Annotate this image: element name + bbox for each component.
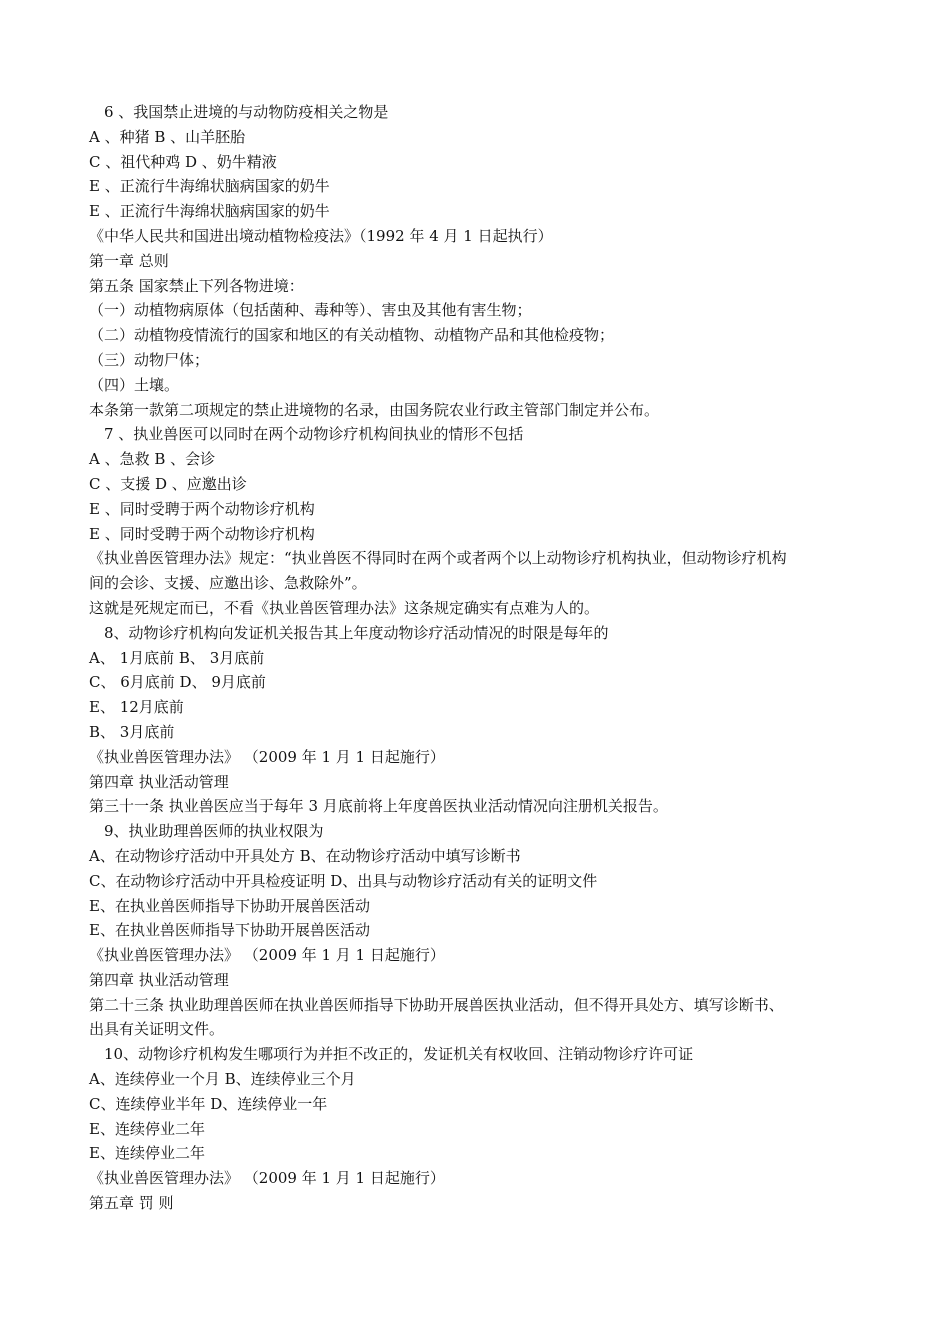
question-7-stem: 7 、执业兽医可以同时在两个动物诊疗机构间执业的情形不包括 (104, 425, 524, 444)
explanation-text: 《执业兽医管理办法》规定：“执业兽医不得同时在两个或者两个以上动物诊疗机构执业，但动物诊疗机构 (89, 549, 787, 568)
question-10-stem: 10、动物诊疗机构发生哪项行为并拒不改正的，发证机关有权收回、注销动物诊疗许可证 (104, 1045, 694, 1064)
question-10-options-cd: C、连续停业半年 D、连续停业一年 (89, 1094, 328, 1113)
question-6-option-e: E 、正流行牛海绵状脑病国家的奶牛 (89, 177, 330, 196)
question-10-answer: E、连续停业二年 (89, 1144, 205, 1163)
article-text: 本条第一款第二项规定的禁止进境物的名录，由国务院农业行政主管部门制定并公布。 (89, 400, 660, 419)
article-item: （四）土壤。 (89, 375, 180, 394)
law-title: 《执业兽医管理办法》 （2009 年 1 月 1 日起施行） (89, 747, 445, 766)
chapter-heading: 第四章 执业活动管理 (89, 970, 229, 989)
question-6-options-cd: C 、祖代种鸡 D 、奶牛精液 (89, 152, 277, 171)
question-7-options-cd: C 、支援 D 、应邀出诊 (89, 474, 247, 493)
law-title: 《执业兽医管理办法》 （2009 年 1 月 1 日起施行） (89, 1169, 445, 1188)
chapter-heading: 第四章 执业活动管理 (89, 772, 229, 791)
question-9-options-ab: A、在动物诊疗活动中开具处方 B、在动物诊疗活动中填写诊断书 (89, 846, 521, 865)
article-item: （一）动植物病原体（包括菌种、毒种等）、害虫及其他有害生物； (89, 301, 532, 320)
article-item: （三）动物尸体； (89, 350, 210, 369)
question-7-option-e: E 、同时受聘于两个动物诊疗机构 (89, 499, 315, 518)
question-7-options-ab: A 、急救 B 、会诊 (89, 450, 216, 469)
explanation-text: 这就是死规定而已，不看《执业兽医管理办法》这条规定确实有点难为人的。 (89, 598, 600, 617)
article-item: （二）动植物疫情流行的国家和地区的有关动植物、动植物产品和其他检疫物； (89, 326, 615, 345)
question-8-answer: B、 3月底前 (89, 722, 175, 741)
question-9-stem: 9、执业助理兽医师的执业权限为 (104, 822, 324, 841)
question-8-options-cd: C、 6月底前 D、 9月底前 (89, 673, 266, 692)
chapter-heading: 第五章 罚 则 (89, 1194, 174, 1213)
law-title: 《执业兽医管理办法》 （2009 年 1 月 1 日起施行） (89, 946, 445, 965)
question-8-options-ab: A、 1月底前 B、 3月底前 (89, 648, 265, 667)
question-9-option-e: E、在执业兽医师指导下协助开展兽医活动 (89, 896, 370, 915)
question-10-option-e: E、连续停业二年 (89, 1119, 205, 1138)
document-page (89, 100, 869, 1216)
article-text: 第五条 国家禁止下列各物进境： (89, 276, 304, 295)
article-text: 第三十一条 执业兽医应当于每年 3 月底前将上年度兽医执业活动情况向注册机关报告。 (89, 797, 668, 816)
question-7-answer: E 、同时受聘于两个动物诊疗机构 (89, 524, 315, 543)
question-8-stem: 8、动物诊疗机构向发证机关报告其上年度动物诊疗活动情况的时限是每年的 (104, 623, 609, 642)
question-6-answer: E 、正流行牛海绵状脑病国家的奶牛 (89, 202, 330, 221)
article-text: 出具有关证明文件。 (89, 1020, 225, 1039)
article-text: 第二十三条 执业助理兽医师在执业兽医师指导下协助开展兽医执业活动，但不得开具处方、填写诊断书、 (89, 995, 784, 1014)
explanation-text: 间的会诊、支援、应邀出诊、急救除外”。 (89, 574, 367, 593)
question-6-stem: 6 、我国禁止进境的与动物防疫相关之物是 (104, 103, 389, 121)
chapter-heading: 第一章 总则 (89, 251, 169, 270)
question-9-answer: E、在执业兽医师指导下协助开展兽医活动 (89, 921, 370, 940)
question-10-options-ab: A、连续停业一个月 B、连续停业三个月 (89, 1070, 356, 1089)
law-title: 《中华人民共和国进出境动植物检疫法》（1992 年 4 月 1 日起执行） (89, 226, 553, 245)
question-8-option-e: E、 12月底前 (89, 698, 184, 717)
question-9-options-cd: C、在动物诊疗活动中开具检疫证明 D、出具与动物诊疗活动有关的证明文件 (89, 871, 598, 890)
question-6-options-ab: A 、种猪 B 、山羊胚胎 (89, 127, 246, 146)
